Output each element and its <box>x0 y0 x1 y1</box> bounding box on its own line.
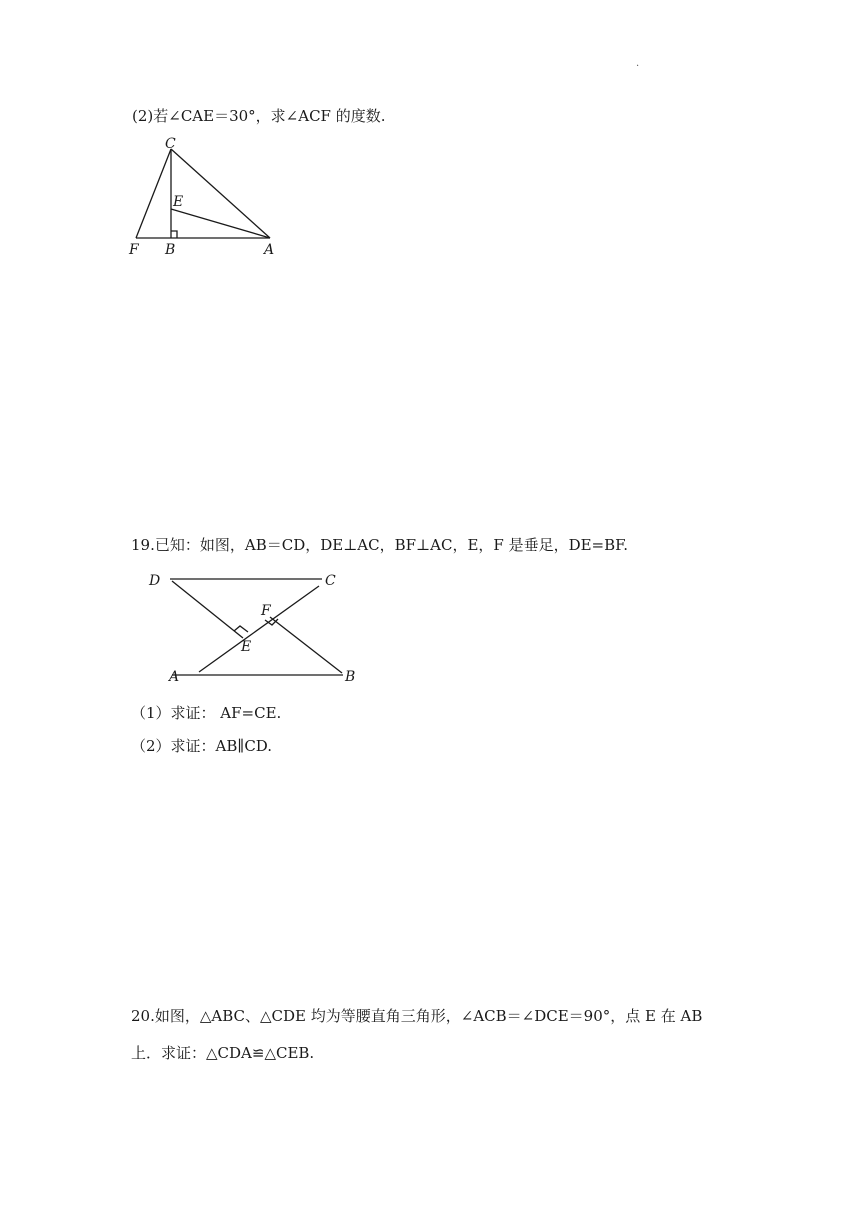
label-E: E <box>241 639 252 655</box>
label-D: D <box>149 573 161 589</box>
q19-part1-text: （1）求证： AF=CE. <box>131 704 282 722</box>
q20-line1-text: 20.如图，△ABC、△CDE 均为等腰直角三角形，∠ACB＝∠DCE＝90°，点 E 在 AB <box>131 1007 703 1025</box>
label-E: E <box>173 194 184 210</box>
segment-AC <box>199 586 319 672</box>
right-angle-mark-B <box>171 231 177 238</box>
q19-part2-text: （2）求证：AB∥CD. <box>131 737 273 755</box>
right-angle-mark-E <box>234 626 248 632</box>
segment-DE <box>172 581 243 638</box>
label-A: A <box>264 242 275 258</box>
q18-triangle-figure <box>126 134 286 264</box>
label-B: B <box>165 242 176 258</box>
label-F: F <box>261 603 271 619</box>
segment-BF <box>270 617 342 673</box>
page-dot: . <box>636 58 640 69</box>
q19-figure <box>144 568 374 688</box>
segment-CF <box>136 149 171 238</box>
label-F: F <box>129 242 139 258</box>
segment-CA <box>171 149 270 238</box>
label-C: C <box>165 136 176 152</box>
q20-line2-text: 上．求证：△CDA≌△CEB. <box>131 1044 315 1062</box>
label-C: C <box>325 573 336 589</box>
q19-stem-text: 19.已知：如图，AB＝CD，DE⊥AC，BF⊥AC，E，F 是垂足，DE=BF. <box>131 536 628 554</box>
label-B: B <box>345 669 356 685</box>
q18-part2-text: (2)若∠CAE＝30°，求∠ACF 的度数. <box>132 107 386 125</box>
label-A: A <box>169 669 180 685</box>
segment-EA <box>171 209 270 238</box>
